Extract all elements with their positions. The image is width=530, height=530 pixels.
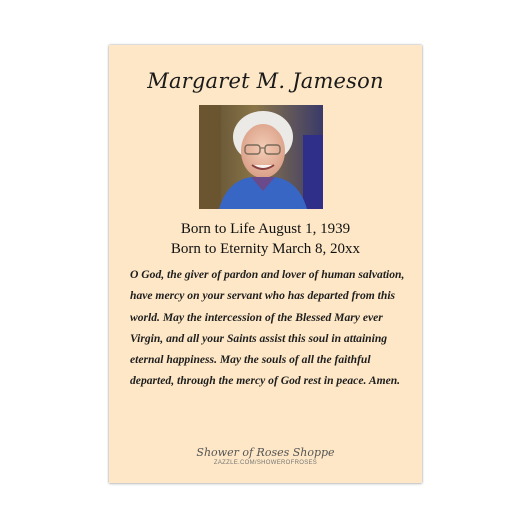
- deceased-name: Margaret M. Jameson: [147, 69, 384, 93]
- born-to-life-date: Born to Life August 1, 1939: [180, 221, 351, 237]
- portrait-photo: [199, 105, 323, 209]
- prayer-text: O God, the giver of pardon and lover of human salvation, have mercy on your servant who has departed from this world. May the intercession of the Blessed Mary ever Virgin, and all your Saints assist this soul in attaining eternal happiness. May the souls of all the faithful departed, through the mercy of God rest in peace. Amen.: [130, 268, 405, 388]
- shop-name: Shower of Roses Shoppe: [196, 446, 335, 459]
- shop-url: ZAZZLE.COM/SHOWEROFROSES: [213, 460, 318, 466]
- prayer-card: [109, 45, 422, 483]
- life-dates: [109, 219, 422, 259]
- born-to-eternity-date: Born to Eternity March 8, 20xx: [170, 241, 361, 257]
